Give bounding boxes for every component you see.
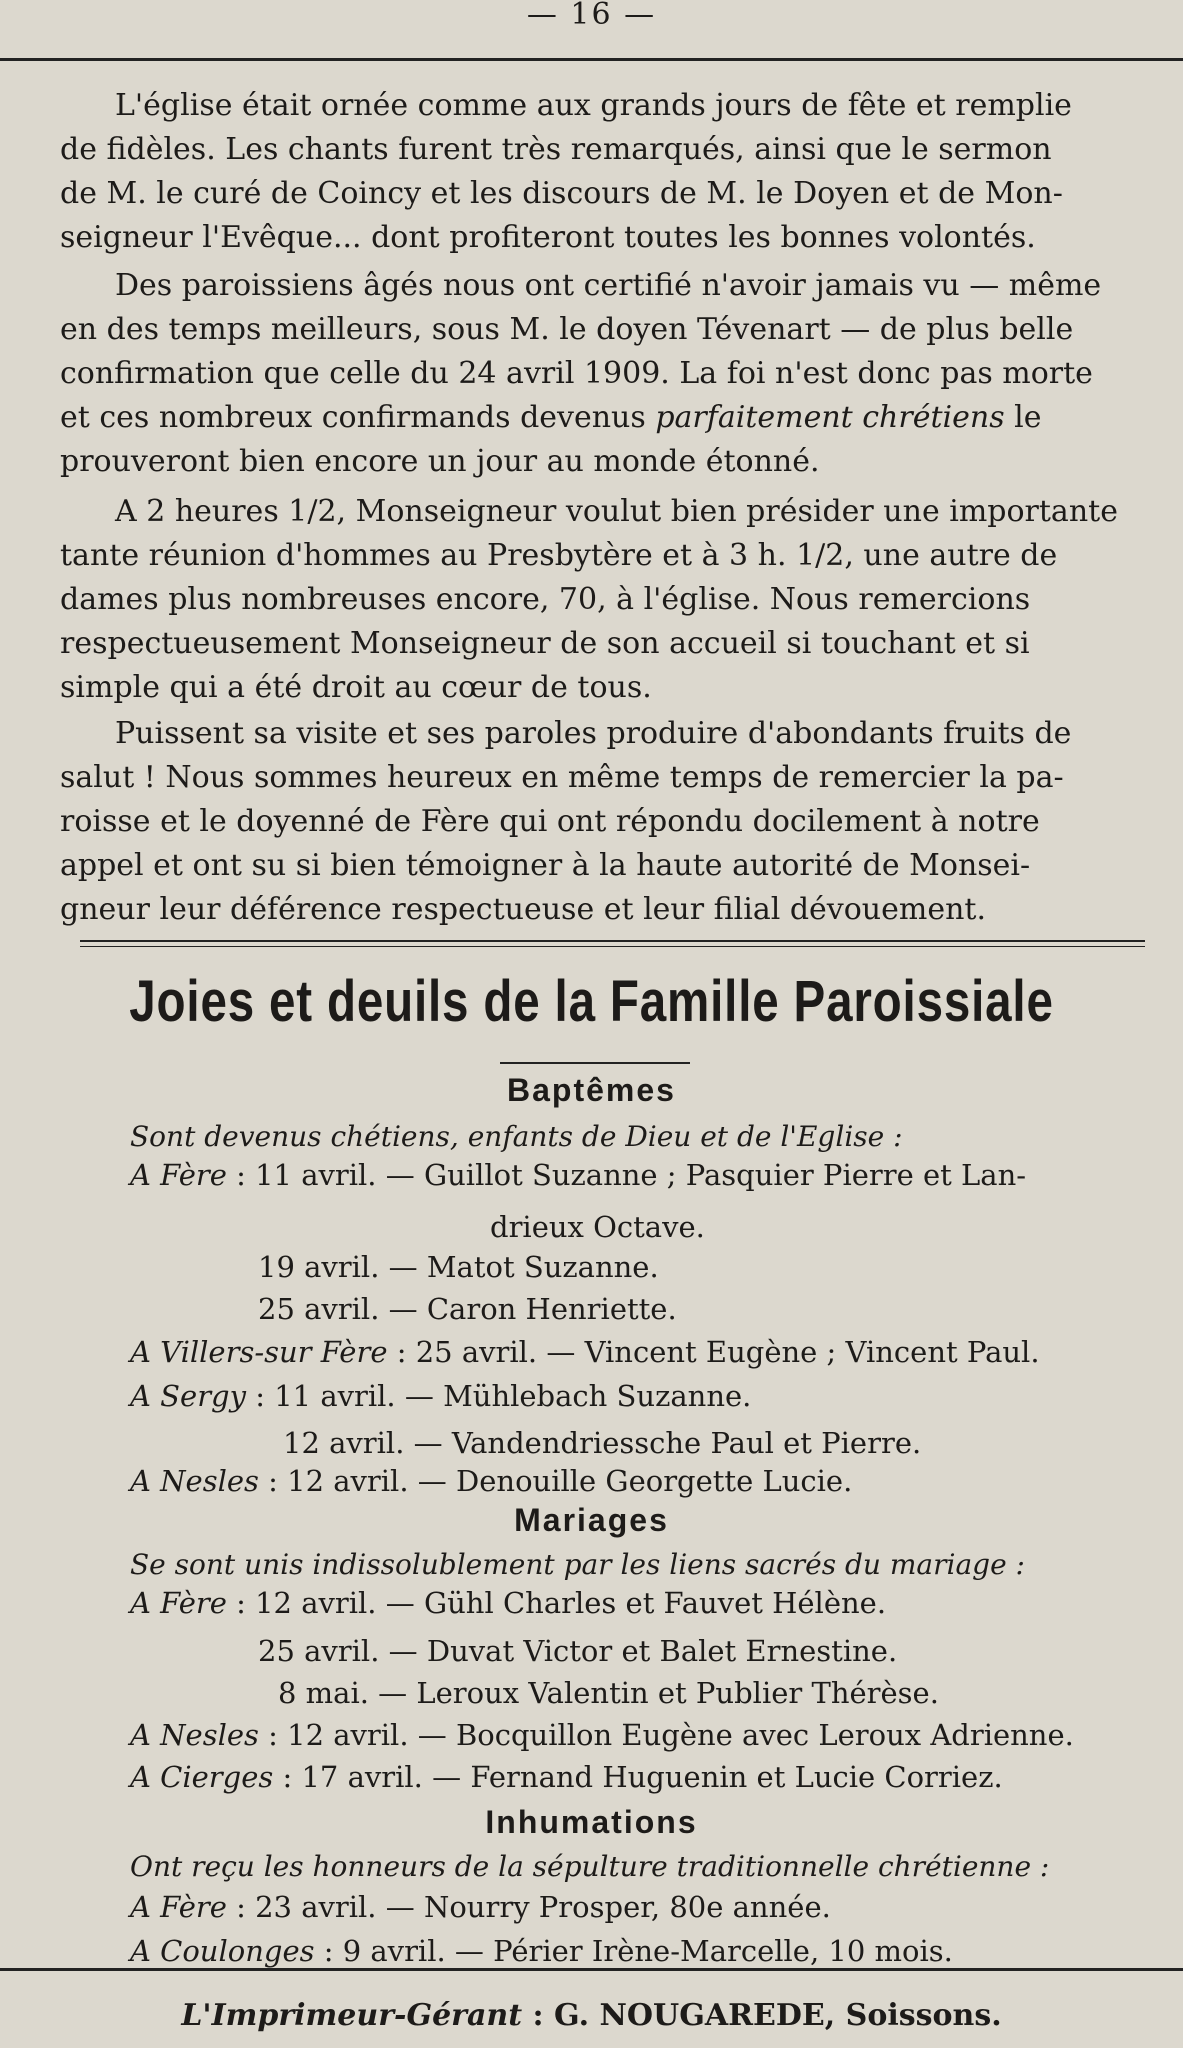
place-name: A Fère [130, 1890, 227, 1924]
paragraph-4 [60, 712, 1150, 932]
text-line: prouveront bien encore un jour au monde étonné. [60, 444, 820, 479]
place-name: A Villers-sur Fère [130, 1335, 388, 1369]
place-name: A Nesles [130, 1464, 259, 1498]
bapteme-entry: 12 avril. — Vandendriessche Paul et Pierre. [283, 1426, 922, 1460]
bapteme-entry-cont: drieux Octave. [490, 1210, 705, 1244]
text-line: Des paroissiens âgés nous ont certifié n'avoir jamais vu — même [115, 268, 1102, 303]
mariages-heading: Mariages [514, 1502, 669, 1538]
text-line: seigneur l'Evêque... dont profiteront toutes les bonnes volontés. [60, 220, 1036, 255]
place-name: A Cierges [130, 1760, 274, 1794]
baptemes-heading: Baptêmes [507, 1072, 676, 1108]
bapteme-entry [130, 1377, 751, 1415]
mariage-entry [130, 1758, 1003, 1796]
entry-text: : 17 avril. — Fernand Huguenin et Lucie Corriez. [273, 1760, 1003, 1794]
section-title: Joies et deuils de la Famille Paroissiale [129, 969, 1054, 1034]
baptemes-intro: Sont devenus chétiens, enfants de Dieu et de l'Eglise : [130, 1120, 903, 1153]
place-name: A Coulonges [130, 1934, 315, 1968]
bapteme-entry [130, 1333, 1040, 1371]
printer-footer [0, 1998, 1183, 2033]
text-line: roisse et le doyenné de Fère qui ont répondu docilement à notre [60, 804, 1040, 839]
mariages-intro: Se sont unis indissolublement par les liens sacrés du mariage : [130, 1548, 1025, 1581]
inhumations-heading: Inhumations [485, 1804, 698, 1840]
mariage-entry [130, 1584, 886, 1622]
text-line: tante réunion d'hommes au Presbytère et à 3 h. 1/2, une autre de [60, 538, 1058, 573]
place-name: A Fère [130, 1158, 227, 1192]
text-line: gneur leur déférence respectueuse et leur filial dévouement. [60, 892, 987, 927]
text-line: appel et ont su si bien témoigner à la haute autorité de Monsei- [60, 848, 1031, 883]
bapteme-entry: 19 avril. — Matot Suzanne. [258, 1250, 659, 1284]
top-rule [0, 58, 1183, 61]
text-line: confirmation que celle du 24 avril 1909. La foi n'est donc pas morte [60, 356, 1093, 391]
title-underline [500, 1062, 690, 1064]
entry-text: : 25 avril. — Vincent Eugène ; Vincent Paul. [387, 1335, 1040, 1369]
entry-text: : 12 avril. — Gühl Charles et Fauvet Hélène. [226, 1586, 887, 1620]
text-span: le [1004, 400, 1042, 435]
inhumation-entry [130, 1932, 953, 1970]
page-number: — 16 — [526, 0, 657, 32]
entry-text: : 12 avril. — Bocquillon Eugène avec Leroux Adrienne. [258, 1718, 1074, 1752]
entry-text: : 12 avril. — Denouille Georgette Lucie. [258, 1464, 853, 1498]
bapteme-entry: 25 avril. — Caron Henriette. [258, 1292, 677, 1326]
text-line: simple qui a été droit au cœur de tous. [60, 670, 652, 705]
paragraph-2 [60, 264, 1150, 484]
paragraph-3 [60, 490, 1150, 710]
mariage-entry: 8 mai. — Leroux Valentin et Publier Thérèse. [278, 1676, 939, 1710]
section-divider-top [80, 940, 1145, 942]
bapteme-entry [130, 1156, 1026, 1194]
text-span: et ces nombreux confirmands devenus [60, 400, 656, 435]
bottom-rule [0, 1968, 1183, 1971]
entry-text: : 23 avril. — Nourry Prosper, 80e année. [226, 1890, 831, 1924]
text-line: de fidèles. Les chants furent très remarqués, ainsi que le sermon [60, 132, 1052, 167]
text-line: salut ! Nous sommes heureux en même temps de remercier la pa- [60, 760, 1064, 795]
paragraph-1 [60, 84, 1150, 260]
text-line: de M. le curé de Coincy et les discours de M. le Doyen et de Mon- [60, 176, 1063, 211]
place-name: A Nesles [130, 1718, 259, 1752]
place-name: A Fère [130, 1586, 227, 1620]
place-name: A Sergy [130, 1379, 246, 1413]
text-line: dames plus nombreuses encore, 70, à l'église. Nous remercions [60, 582, 1031, 617]
text-line: en des temps meilleurs, sous M. le doyen Tévenart — de plus belle [60, 312, 1074, 347]
inhumations-intro: Ont reçu les honneurs de la sépulture traditionnelle chrétienne : [130, 1850, 1050, 1883]
entry-text: : 9 avril. — Périer Irène-Marcelle, 10 mois. [314, 1934, 953, 1968]
entry-text: : 11 avril. — Guillot Suzanne ; Pasquier Pierre et Lan- [226, 1158, 1027, 1192]
inhumation-entry [130, 1888, 831, 1926]
section-divider-bottom [80, 946, 1145, 947]
text-line: A 2 heures 1/2, Monseigneur voulut bien présider une importante [115, 494, 1118, 529]
text-line: respectueusement Monseigneur de son accueil si touchant et si [60, 626, 1030, 661]
bapteme-entry [130, 1462, 852, 1500]
footer-label: L'Imprimeur-Gérant [181, 1998, 523, 2033]
footer-text: : G. NOUGAREDE, Soissons. [522, 1998, 1002, 2033]
text-line: L'église était ornée comme aux grands jours de fête et remplie [115, 88, 1072, 123]
entry-text: : 11 avril. — Mühlebach Suzanne. [246, 1379, 752, 1413]
mariage-entry: 25 avril. — Duvat Victor et Balet Ernestine. [258, 1634, 898, 1668]
italic-text: parfaitement chrétiens [655, 400, 1005, 435]
text-line [60, 396, 1150, 440]
mariage-entry [130, 1716, 1074, 1754]
text-line: Puissent sa visite et ses paroles produire d'abondants fruits de [115, 716, 1072, 751]
